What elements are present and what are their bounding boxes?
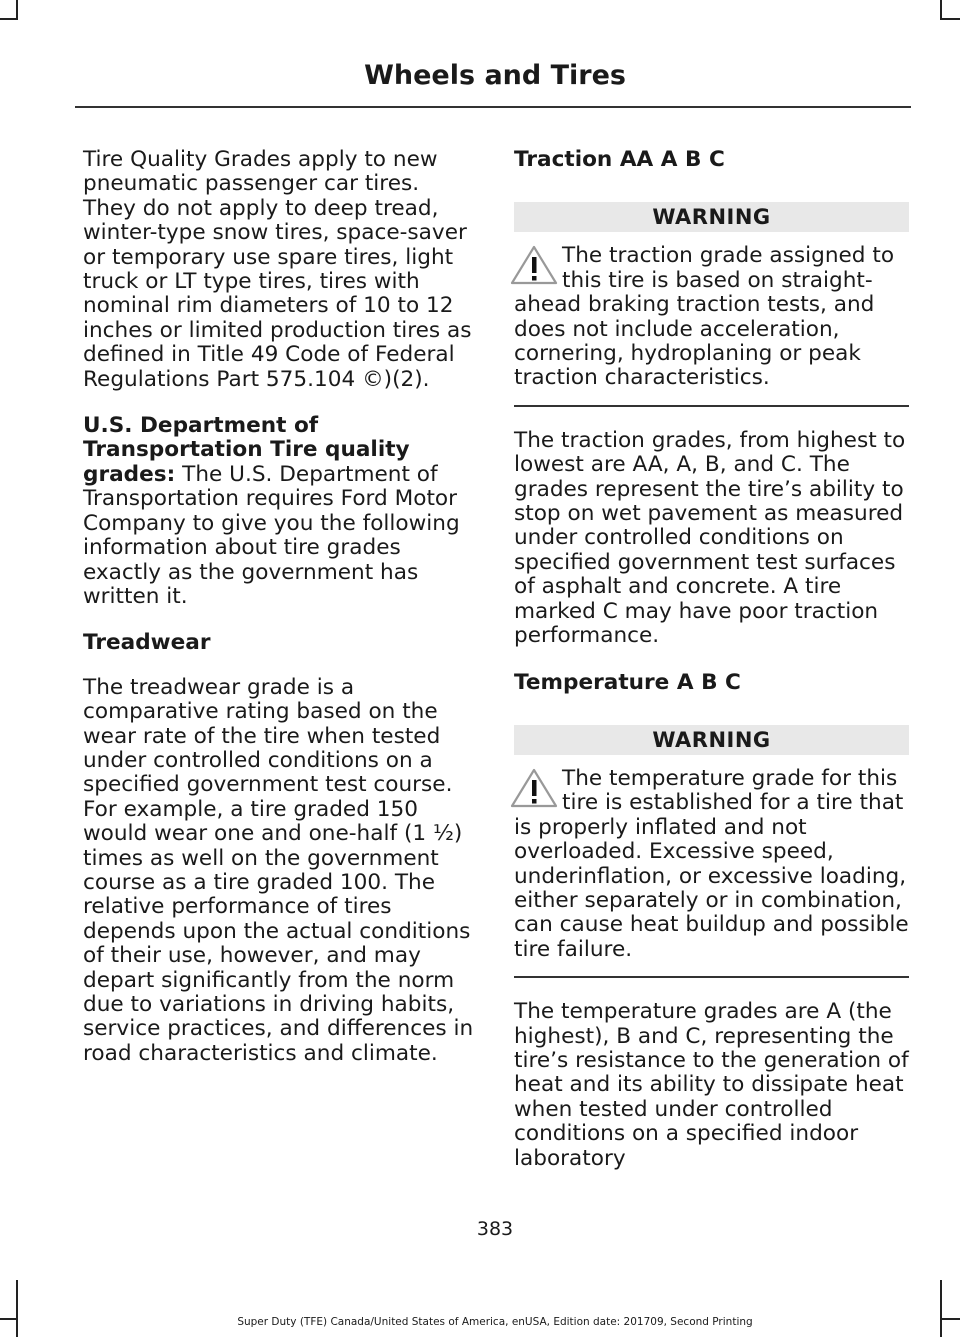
temperature-warning <box>514 767 909 962</box>
traction-warning <box>514 244 909 390</box>
left-column <box>83 148 478 1088</box>
crop-mark <box>16 0 18 20</box>
right-column <box>514 148 909 1193</box>
dot-label: U.S. Department of Transportation Tire quality grades: <box>83 413 410 487</box>
crop-mark <box>940 1280 942 1337</box>
page-title: Wheels and Tires <box>364 60 626 91</box>
temperature-warning-banner: WARNING <box>514 725 909 755</box>
dot-paragraph <box>83 414 478 609</box>
traction-heading: Traction AA A B C <box>514 147 725 172</box>
header-divider <box>75 106 911 108</box>
crop-mark <box>0 18 18 20</box>
warning-triangle-icon <box>508 767 560 809</box>
page-number: 383 <box>476 1218 514 1240</box>
treadwear-paragraph: The treadwear grade is a comparative rating based on the wear rate of the tire when tested under controlled conditions on a specified government test course. For example, a tire graded 150 would wear one and one-half (1 ½) times as well on the government course as a tire graded 100. The relative performance of tires depends upon the actual conditions of their use, however, and may depart significantly from the norm due to variations in driving habits, service practices, and differences in road characteristics and climate. <box>83 674 474 1066</box>
crop-mark <box>16 1280 18 1337</box>
temperature-paragraph: The temperature grades are A (the highest), B and C, representing the tire’s resistance to the generation of heat and its ability to dissipate heat when tested under controlled conditions on a specified indoor laboratory <box>514 999 909 1171</box>
footer-text: Super Duty (TFE) Canada/United States of America, enUSA, Edition date: 201709, Second Printing <box>237 1316 753 1328</box>
warning-divider <box>514 976 909 978</box>
crop-mark <box>940 18 960 20</box>
crop-mark <box>940 0 942 20</box>
temperature-heading: Temperature A B C <box>514 669 741 695</box>
traction-warning-banner: WARNING <box>514 202 909 232</box>
dot-text: The U.S. Department of Transportation requires Ford Motor Company to give you the following information about tire grades exactly as the government has written it. <box>83 461 460 609</box>
warning-triangle-icon <box>508 244 560 286</box>
treadwear-heading: Treadwear <box>83 630 211 656</box>
traction-paragraph: The traction grades, from highest to lowest are AA, A, B, and C. The grades represent the tire’s ability to stop on wet pavement as measured under controlled conditions on specified government test surfaces of asphalt and concrete. A tire marked C may have poor traction performance. <box>514 427 906 649</box>
traction-warning-text: The traction grade assigned to this tire is based on straight-ahead braking traction tests, and does not include acceleration, cornering, hydroplaning or peak traction characteristics. <box>514 243 895 391</box>
intro-paragraph: Tire Quality Grades apply to new pneumatic passenger car tires. They do not apply to deep tread, winter-type snow tires, space-saver or temporary use spare tires, light truck or LT type tires, tires with nominal rim diameters of 10 to 12 inches or limited production tires as defined in Title 49 Code of Federal Regulations Part 575.104 ©)(2). <box>83 147 472 392</box>
warning-divider <box>514 405 909 407</box>
temperature-warning-text: The temperature grade for this tire is established for a tire that is properly inflated and not overloaded. Excessive speed, underinflation, or excessive loading, either separately or in combination, can cause heat buildup and possible tire failure. <box>514 765 909 962</box>
